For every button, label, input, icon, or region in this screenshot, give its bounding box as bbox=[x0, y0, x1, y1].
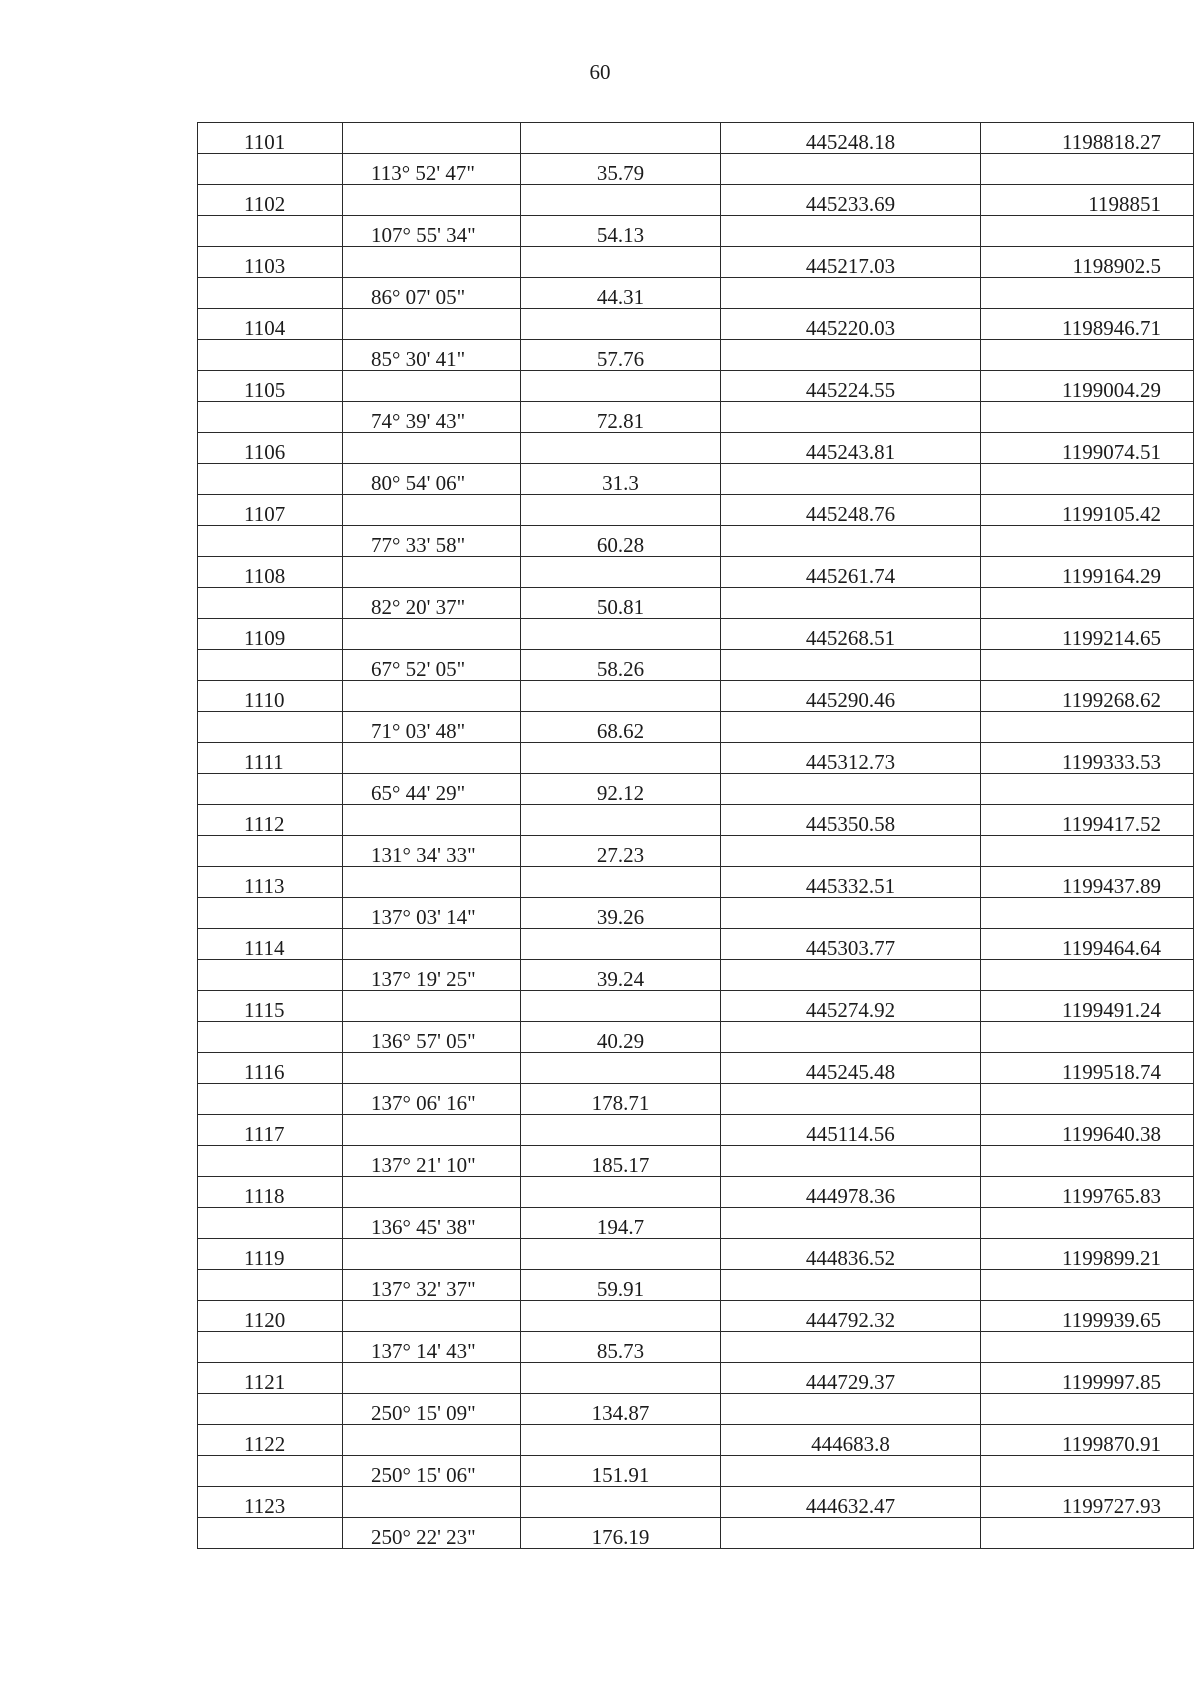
easting-cell: 1199491.24 bbox=[981, 991, 1194, 1022]
traverse-line-row bbox=[198, 1456, 1194, 1487]
station-row bbox=[198, 1053, 1194, 1084]
station-row bbox=[198, 1115, 1194, 1146]
station-row bbox=[198, 681, 1194, 712]
bearing-cell: 137° 21' 10" bbox=[343, 1146, 521, 1177]
easting-cell bbox=[981, 1332, 1194, 1363]
easting-cell: 1199870.91 bbox=[981, 1425, 1194, 1456]
station-id-cell: 1120 bbox=[198, 1301, 343, 1332]
bearing-cell: 136° 45' 38" bbox=[343, 1208, 521, 1239]
distance-cell: 31.3 bbox=[521, 464, 721, 495]
bearing-cell: 137° 14' 43" bbox=[343, 1332, 521, 1363]
distance-cell: 59.91 bbox=[521, 1270, 721, 1301]
easting-cell: 1199899.21 bbox=[981, 1239, 1194, 1270]
northing-cell: 445274.92 bbox=[721, 991, 981, 1022]
easting-cell bbox=[981, 1022, 1194, 1053]
northing-cell: 444632.47 bbox=[721, 1487, 981, 1518]
traverse-line-row bbox=[198, 1208, 1194, 1239]
easting-cell: 1199417.52 bbox=[981, 805, 1194, 836]
easting-cell bbox=[981, 340, 1194, 371]
station-row bbox=[198, 123, 1194, 154]
table-body bbox=[198, 123, 1194, 1549]
survey-coordinates-table bbox=[197, 122, 1194, 1549]
easting-cell bbox=[981, 464, 1194, 495]
distance-cell: 40.29 bbox=[521, 1022, 721, 1053]
easting-cell: 1198946.71 bbox=[981, 309, 1194, 340]
bearing-cell bbox=[343, 867, 521, 898]
bearing-cell bbox=[343, 1115, 521, 1146]
station-row bbox=[198, 495, 1194, 526]
northing-cell bbox=[721, 1208, 981, 1239]
station-id-cell: 1116 bbox=[198, 1053, 343, 1084]
distance-cell: 60.28 bbox=[521, 526, 721, 557]
distance-cell bbox=[521, 247, 721, 278]
bearing-cell: 77° 33' 58" bbox=[343, 526, 521, 557]
station-id-cell bbox=[198, 402, 343, 433]
distance-cell bbox=[521, 1053, 721, 1084]
easting-cell: 1199004.29 bbox=[981, 371, 1194, 402]
northing-cell bbox=[721, 1146, 981, 1177]
station-id-cell bbox=[198, 774, 343, 805]
traverse-line-row bbox=[198, 526, 1194, 557]
bearing-cell bbox=[343, 929, 521, 960]
northing-cell: 444792.32 bbox=[721, 1301, 981, 1332]
northing-cell bbox=[721, 216, 981, 247]
bearing-cell: 67° 52' 05" bbox=[343, 650, 521, 681]
bearing-cell: 86° 07' 05" bbox=[343, 278, 521, 309]
northing-cell: 444836.52 bbox=[721, 1239, 981, 1270]
station-id-cell: 1115 bbox=[198, 991, 343, 1022]
distance-cell: 54.13 bbox=[521, 216, 721, 247]
easting-cell: 1199333.53 bbox=[981, 743, 1194, 774]
northing-cell: 445248.76 bbox=[721, 495, 981, 526]
station-row bbox=[198, 1363, 1194, 1394]
distance-cell: 72.81 bbox=[521, 402, 721, 433]
easting-cell bbox=[981, 154, 1194, 185]
station-id-cell bbox=[198, 960, 343, 991]
station-row bbox=[198, 433, 1194, 464]
station-id-cell: 1102 bbox=[198, 185, 343, 216]
station-id-cell: 1121 bbox=[198, 1363, 343, 1394]
station-id-cell bbox=[198, 588, 343, 619]
distance-cell bbox=[521, 929, 721, 960]
bearing-cell: 85° 30' 41" bbox=[343, 340, 521, 371]
traverse-line-row bbox=[198, 650, 1194, 681]
easting-cell: 1199997.85 bbox=[981, 1363, 1194, 1394]
station-row bbox=[198, 1239, 1194, 1270]
station-id-cell bbox=[198, 1456, 343, 1487]
bearing-cell bbox=[343, 1363, 521, 1394]
easting-cell bbox=[981, 526, 1194, 557]
station-id-cell bbox=[198, 278, 343, 309]
bearing-cell: 250° 22' 23" bbox=[343, 1518, 521, 1549]
northing-cell bbox=[721, 650, 981, 681]
bearing-cell bbox=[343, 433, 521, 464]
distance-cell: 27.23 bbox=[521, 836, 721, 867]
distance-cell: 178.71 bbox=[521, 1084, 721, 1115]
distance-cell: 68.62 bbox=[521, 712, 721, 743]
easting-cell: 1199164.29 bbox=[981, 557, 1194, 588]
distance-cell bbox=[521, 557, 721, 588]
easting-cell bbox=[981, 650, 1194, 681]
station-row bbox=[198, 1177, 1194, 1208]
distance-cell bbox=[521, 1363, 721, 1394]
station-id-cell: 1112 bbox=[198, 805, 343, 836]
northing-cell: 445312.73 bbox=[721, 743, 981, 774]
easting-cell bbox=[981, 1270, 1194, 1301]
distance-cell bbox=[521, 619, 721, 650]
easting-cell bbox=[981, 898, 1194, 929]
station-id-cell bbox=[198, 1270, 343, 1301]
station-row bbox=[198, 743, 1194, 774]
station-id-cell: 1104 bbox=[198, 309, 343, 340]
station-id-cell: 1117 bbox=[198, 1115, 343, 1146]
northing-cell bbox=[721, 278, 981, 309]
northing-cell: 445217.03 bbox=[721, 247, 981, 278]
traverse-line-row bbox=[198, 216, 1194, 247]
easting-cell: 1199437.89 bbox=[981, 867, 1194, 898]
station-id-cell: 1122 bbox=[198, 1425, 343, 1456]
distance-cell: 50.81 bbox=[521, 588, 721, 619]
traverse-line-row bbox=[198, 1270, 1194, 1301]
distance-cell bbox=[521, 309, 721, 340]
bearing-cell bbox=[343, 247, 521, 278]
station-row bbox=[198, 929, 1194, 960]
northing-cell: 445350.58 bbox=[721, 805, 981, 836]
bearing-cell bbox=[343, 681, 521, 712]
bearing-cell bbox=[343, 1487, 521, 1518]
traverse-line-row bbox=[198, 402, 1194, 433]
northing-cell: 445332.51 bbox=[721, 867, 981, 898]
station-row bbox=[198, 1301, 1194, 1332]
traverse-line-row bbox=[198, 1332, 1194, 1363]
bearing-cell: 71° 03' 48" bbox=[343, 712, 521, 743]
easting-cell bbox=[981, 402, 1194, 433]
station-id-cell: 1110 bbox=[198, 681, 343, 712]
easting-cell: 1198902.5 bbox=[981, 247, 1194, 278]
station-id-cell bbox=[198, 650, 343, 681]
distance-cell bbox=[521, 495, 721, 526]
bearing-cell: 250° 15' 09" bbox=[343, 1394, 521, 1425]
distance-cell: 194.7 bbox=[521, 1208, 721, 1239]
bearing-cell: 113° 52' 47" bbox=[343, 154, 521, 185]
distance-cell bbox=[521, 1301, 721, 1332]
distance-cell: 35.79 bbox=[521, 154, 721, 185]
traverse-line-row bbox=[198, 898, 1194, 929]
northing-cell bbox=[721, 464, 981, 495]
bearing-cell: 107° 55' 34" bbox=[343, 216, 521, 247]
traverse-line-row bbox=[198, 1084, 1194, 1115]
distance-cell: 176.19 bbox=[521, 1518, 721, 1549]
distance-cell: 44.31 bbox=[521, 278, 721, 309]
station-id-cell: 1107 bbox=[198, 495, 343, 526]
station-id-cell: 1113 bbox=[198, 867, 343, 898]
station-id-cell bbox=[198, 836, 343, 867]
station-row bbox=[198, 619, 1194, 650]
easting-cell bbox=[981, 712, 1194, 743]
bearing-cell bbox=[343, 1301, 521, 1332]
easting-cell: 1199268.62 bbox=[981, 681, 1194, 712]
traverse-line-row bbox=[198, 960, 1194, 991]
bearing-cell: 80° 54' 06" bbox=[343, 464, 521, 495]
northing-cell bbox=[721, 1022, 981, 1053]
station-id-cell: 1109 bbox=[198, 619, 343, 650]
bearing-cell bbox=[343, 123, 521, 154]
distance-cell: 39.26 bbox=[521, 898, 721, 929]
station-row bbox=[198, 1487, 1194, 1518]
easting-cell: 1199214.65 bbox=[981, 619, 1194, 650]
page-number: 60 bbox=[589, 60, 611, 84]
distance-cell bbox=[521, 1115, 721, 1146]
station-row bbox=[198, 309, 1194, 340]
easting-cell bbox=[981, 960, 1194, 991]
station-row bbox=[198, 557, 1194, 588]
station-id-cell: 1101 bbox=[198, 123, 343, 154]
distance-cell bbox=[521, 991, 721, 1022]
northing-cell: 444978.36 bbox=[721, 1177, 981, 1208]
northing-cell: 445290.46 bbox=[721, 681, 981, 712]
easting-cell bbox=[981, 836, 1194, 867]
station-id-cell bbox=[198, 1208, 343, 1239]
bearing-cell: 74° 39' 43" bbox=[343, 402, 521, 433]
bearing-cell: 137° 19' 25" bbox=[343, 960, 521, 991]
traverse-line-row bbox=[198, 774, 1194, 805]
distance-cell: 151.91 bbox=[521, 1456, 721, 1487]
station-id-cell bbox=[198, 712, 343, 743]
station-id-cell bbox=[198, 464, 343, 495]
bearing-cell bbox=[343, 805, 521, 836]
station-row bbox=[198, 867, 1194, 898]
station-id-cell bbox=[198, 1518, 343, 1549]
bearing-cell: 137° 06' 16" bbox=[343, 1084, 521, 1115]
bearing-cell bbox=[343, 371, 521, 402]
distance-cell: 92.12 bbox=[521, 774, 721, 805]
northing-cell bbox=[721, 526, 981, 557]
station-row bbox=[198, 371, 1194, 402]
station-id-cell bbox=[198, 340, 343, 371]
easting-cell: 1198818.27 bbox=[981, 123, 1194, 154]
station-row bbox=[198, 247, 1194, 278]
easting-cell bbox=[981, 1208, 1194, 1239]
bearing-cell bbox=[343, 495, 521, 526]
northing-cell: 444729.37 bbox=[721, 1363, 981, 1394]
easting-cell: 1199074.51 bbox=[981, 433, 1194, 464]
station-row bbox=[198, 185, 1194, 216]
northing-cell bbox=[721, 1456, 981, 1487]
station-id-cell bbox=[198, 1146, 343, 1177]
station-id-cell bbox=[198, 216, 343, 247]
station-id-cell: 1106 bbox=[198, 433, 343, 464]
distance-cell: 185.17 bbox=[521, 1146, 721, 1177]
bearing-cell bbox=[343, 309, 521, 340]
easting-cell bbox=[981, 1146, 1194, 1177]
station-id-cell: 1119 bbox=[198, 1239, 343, 1270]
northing-cell bbox=[721, 712, 981, 743]
northing-cell bbox=[721, 588, 981, 619]
bearing-cell: 65° 44' 29" bbox=[343, 774, 521, 805]
station-id-cell bbox=[198, 898, 343, 929]
northing-cell bbox=[721, 402, 981, 433]
traverse-line-row bbox=[198, 588, 1194, 619]
bearing-cell bbox=[343, 557, 521, 588]
northing-cell: 445248.18 bbox=[721, 123, 981, 154]
distance-cell: 85.73 bbox=[521, 1332, 721, 1363]
bearing-cell bbox=[343, 991, 521, 1022]
bearing-cell bbox=[343, 1177, 521, 1208]
northing-cell bbox=[721, 1518, 981, 1549]
bearing-cell bbox=[343, 185, 521, 216]
northing-cell: 445261.74 bbox=[721, 557, 981, 588]
easting-cell bbox=[981, 774, 1194, 805]
easting-cell bbox=[981, 1456, 1194, 1487]
northing-cell bbox=[721, 1394, 981, 1425]
northing-cell bbox=[721, 836, 981, 867]
distance-cell bbox=[521, 1487, 721, 1518]
bearing-cell: 136° 57' 05" bbox=[343, 1022, 521, 1053]
easting-cell bbox=[981, 1518, 1194, 1549]
easting-cell bbox=[981, 1394, 1194, 1425]
distance-cell bbox=[521, 743, 721, 774]
easting-cell: 1199939.65 bbox=[981, 1301, 1194, 1332]
northing-cell: 445220.03 bbox=[721, 309, 981, 340]
distance-cell: 57.76 bbox=[521, 340, 721, 371]
bearing-cell: 131° 34' 33" bbox=[343, 836, 521, 867]
distance-cell bbox=[521, 1425, 721, 1456]
distance-cell: 134.87 bbox=[521, 1394, 721, 1425]
distance-cell bbox=[521, 433, 721, 464]
distance-cell bbox=[521, 681, 721, 712]
northing-cell: 445243.81 bbox=[721, 433, 981, 464]
station-id-cell: 1108 bbox=[198, 557, 343, 588]
station-id-cell: 1105 bbox=[198, 371, 343, 402]
distance-cell: 39.24 bbox=[521, 960, 721, 991]
easting-cell: 1199518.74 bbox=[981, 1053, 1194, 1084]
northing-cell: 445224.55 bbox=[721, 371, 981, 402]
traverse-line-row bbox=[198, 340, 1194, 371]
distance-cell bbox=[521, 371, 721, 402]
easting-cell bbox=[981, 1084, 1194, 1115]
bearing-cell bbox=[343, 743, 521, 774]
traverse-line-row bbox=[198, 1394, 1194, 1425]
station-id-cell bbox=[198, 1394, 343, 1425]
station-id-cell: 1114 bbox=[198, 929, 343, 960]
station-id-cell bbox=[198, 1022, 343, 1053]
bearing-cell bbox=[343, 1053, 521, 1084]
bearing-cell: 137° 03' 14" bbox=[343, 898, 521, 929]
easting-cell bbox=[981, 216, 1194, 247]
station-id-cell: 1118 bbox=[198, 1177, 343, 1208]
station-id-cell: 1111 bbox=[198, 743, 343, 774]
northing-cell bbox=[721, 340, 981, 371]
station-id-cell bbox=[198, 1332, 343, 1363]
easting-cell: 1199765.83 bbox=[981, 1177, 1194, 1208]
bearing-cell: 137° 32' 37" bbox=[343, 1270, 521, 1301]
bearing-cell: 250° 15' 06" bbox=[343, 1456, 521, 1487]
northing-cell: 445245.48 bbox=[721, 1053, 981, 1084]
northing-cell bbox=[721, 1332, 981, 1363]
station-id-cell bbox=[198, 154, 343, 185]
distance-cell bbox=[521, 867, 721, 898]
distance-cell bbox=[521, 185, 721, 216]
station-row bbox=[198, 1425, 1194, 1456]
easting-cell: 1199464.64 bbox=[981, 929, 1194, 960]
bearing-cell bbox=[343, 1425, 521, 1456]
northing-cell: 445233.69 bbox=[721, 185, 981, 216]
traverse-line-row bbox=[198, 1022, 1194, 1053]
northing-cell: 444683.8 bbox=[721, 1425, 981, 1456]
northing-cell bbox=[721, 774, 981, 805]
traverse-line-row bbox=[198, 278, 1194, 309]
northing-cell bbox=[721, 154, 981, 185]
traverse-line-row bbox=[198, 836, 1194, 867]
northing-cell: 445114.56 bbox=[721, 1115, 981, 1146]
easting-cell: 1199105.42 bbox=[981, 495, 1194, 526]
station-row bbox=[198, 805, 1194, 836]
northing-cell: 445303.77 bbox=[721, 929, 981, 960]
easting-cell: 1198851 bbox=[981, 185, 1194, 216]
station-id-cell: 1123 bbox=[198, 1487, 343, 1518]
station-row bbox=[198, 991, 1194, 1022]
northing-cell bbox=[721, 898, 981, 929]
easting-cell: 1199727.93 bbox=[981, 1487, 1194, 1518]
easting-cell bbox=[981, 278, 1194, 309]
distance-cell bbox=[521, 123, 721, 154]
bearing-cell bbox=[343, 1239, 521, 1270]
distance-cell bbox=[521, 1177, 721, 1208]
bearing-cell bbox=[343, 619, 521, 650]
distance-cell bbox=[521, 1239, 721, 1270]
traverse-line-row bbox=[198, 712, 1194, 743]
northing-cell bbox=[721, 1084, 981, 1115]
northing-cell: 445268.51 bbox=[721, 619, 981, 650]
northing-cell bbox=[721, 1270, 981, 1301]
easting-cell bbox=[981, 588, 1194, 619]
traverse-line-row bbox=[198, 464, 1194, 495]
traverse-line-row bbox=[198, 154, 1194, 185]
station-id-cell bbox=[198, 526, 343, 557]
distance-cell: 58.26 bbox=[521, 650, 721, 681]
traverse-line-row bbox=[198, 1146, 1194, 1177]
northing-cell bbox=[721, 960, 981, 991]
station-id-cell: 1103 bbox=[198, 247, 343, 278]
easting-cell: 1199640.38 bbox=[981, 1115, 1194, 1146]
station-id-cell bbox=[198, 1084, 343, 1115]
distance-cell bbox=[521, 805, 721, 836]
traverse-line-row bbox=[198, 1518, 1194, 1549]
bearing-cell: 82° 20' 37" bbox=[343, 588, 521, 619]
